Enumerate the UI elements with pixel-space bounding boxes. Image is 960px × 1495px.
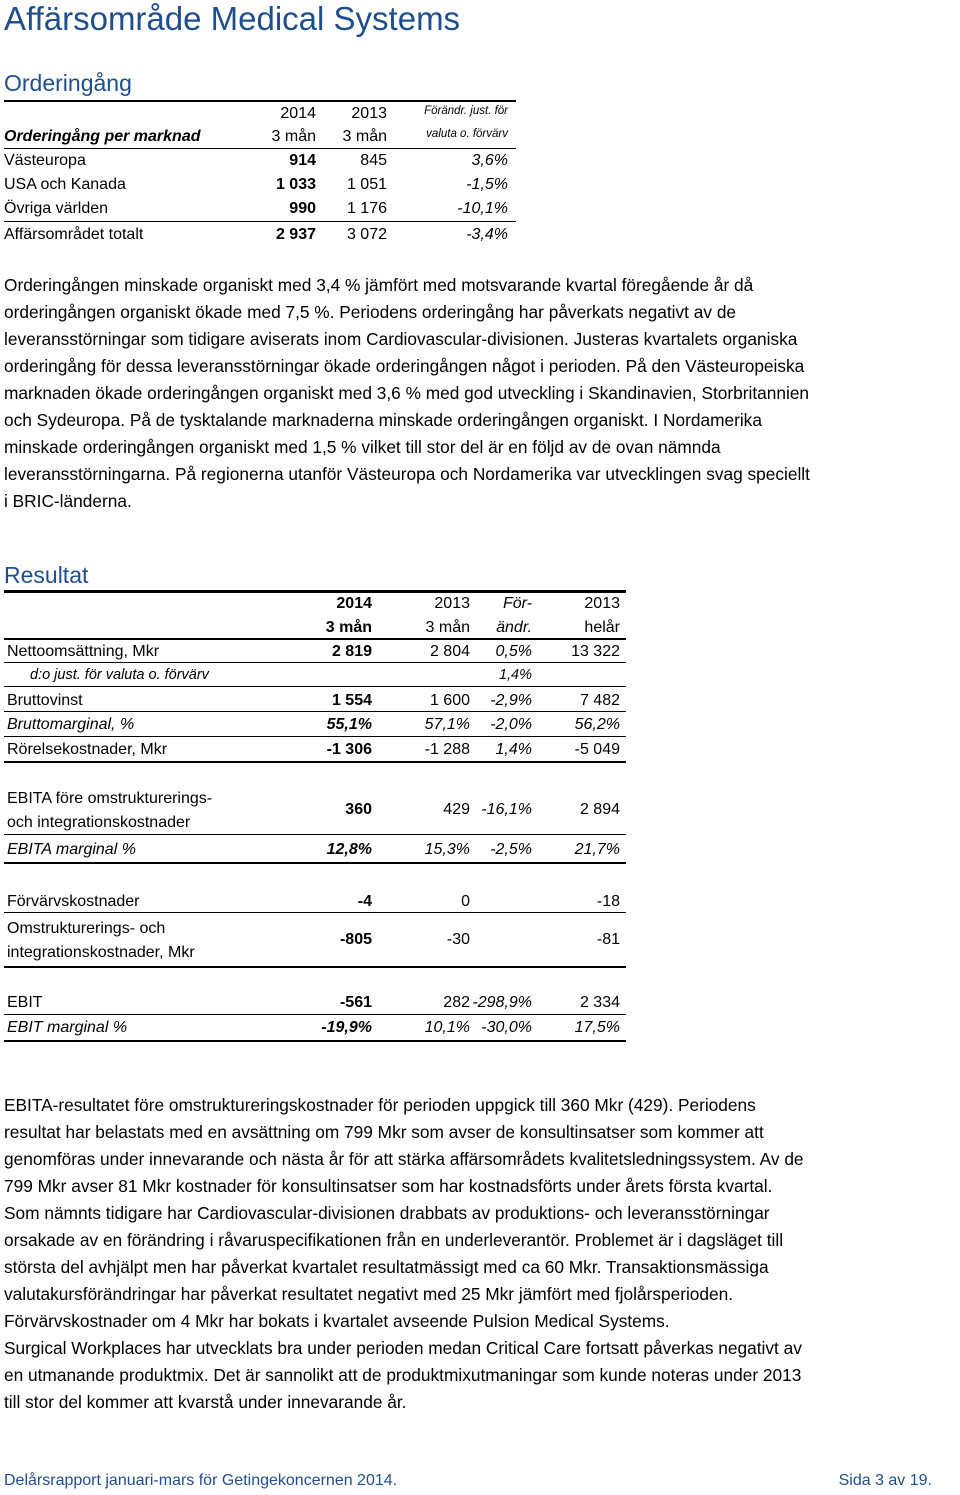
row-label-line-1: EBITA före omstrukturerings-: [7, 790, 213, 807]
footer-page-number: Sida 3 av 19.: [838, 1472, 932, 1489]
row-change: -2,5%: [490, 841, 532, 858]
results-paragraph: [4, 1092, 804, 1416]
header-change: För-: [502, 595, 532, 612]
row-2013: -30: [446, 931, 470, 948]
header-full-year: helår: [584, 619, 620, 636]
header-3man-2014: 3 mån: [325, 619, 372, 636]
text-line: genomföras under innevarande och nästa år för att stärka affärsområdets kvalitetsledningssystem. Av de: [4, 1149, 804, 1169]
row-full-year: 2 334: [579, 994, 620, 1011]
orders-heading: Orderingång: [4, 70, 132, 96]
text-line: största del avhjälpt men har påverkat kvartalet resultatmässigt med ca 60 Mkr. Transaktionsmässiga: [4, 1257, 769, 1277]
row-2014: 914: [289, 152, 316, 169]
row-label: Bruttovinst: [7, 692, 83, 709]
orders-paragraph: [4, 272, 810, 515]
text-line: orsakade av en förändring i råvaruspecifikationen från en underleverantör. Problemet är i dagsläget till: [4, 1230, 784, 1250]
results-heading: Resultat: [4, 562, 89, 588]
row-label-line-2: integrationskostnader, Mkr: [7, 944, 195, 961]
row-2014: -4: [357, 893, 372, 910]
row-full-year: -81: [596, 931, 620, 948]
row-label: Rörelsekostnader, Mkr: [7, 741, 168, 758]
text-line: till stor del kommer att kvarstå under innevarande år.: [4, 1392, 407, 1412]
row-label: Bruttomarginal, %: [7, 716, 135, 733]
text-line: Orderingången minskade organiskt med 3,4 % jämfört med motsvarande kvartal föregående år då: [4, 275, 754, 295]
text-line: minskade orderingången organiskt med 1,5 % vilket till stor del är en följd av de ovan nämnda: [4, 437, 721, 457]
row-full-year: 21,7%: [574, 841, 620, 858]
header-3man-2014: 3 mån: [271, 128, 316, 145]
header-market: Orderingång per marknad: [4, 128, 201, 145]
text-line: 799 Mkr avser 81 Mkr kostnader för konsultinsatser som har kostnadsförts under årets första kvartal.: [4, 1176, 773, 1196]
text-line: valutakursförändringar har påverkat resultatet negativt med 25 Mkr jämfört med fjolårsperioden.: [4, 1284, 734, 1304]
row-2013: 429: [443, 801, 470, 818]
table-row: [4, 176, 516, 200]
row-label: USA och Kanada: [4, 176, 126, 193]
row-full-year: 13 322: [571, 643, 620, 660]
text-line: och Sydeuropa. På de tysktalande marknaderna minskade orderingången organiskt. I Nordamerika: [4, 410, 762, 430]
row-2014: 2 937: [275, 226, 316, 243]
row-full-year: -5 049: [574, 741, 620, 758]
row-full-year: 7 482: [579, 692, 620, 709]
page-title: Affärsområde Medical Systems: [4, 0, 461, 37]
row-2014: 55,1%: [326, 716, 372, 733]
row-label: d:o just. för valuta o. förvärv: [30, 667, 209, 683]
row-label: EBIT: [7, 994, 43, 1011]
text-line: Surgical Workplaces har utvecklats bra under perioden medan Critical Care fortsatt påverkas negativt av: [4, 1338, 802, 1358]
row-2014: -1 306: [326, 741, 372, 758]
row-rule: [4, 711, 626, 712]
row-2013: -1 288: [424, 741, 470, 758]
row-full-year: 2 894: [579, 801, 620, 818]
row-2014: 12,8%: [326, 841, 372, 858]
row-rule: [4, 761, 626, 763]
header-2013: 2013: [434, 595, 470, 612]
row-change: -10,1%: [457, 200, 508, 217]
row-2014: 1 033: [275, 176, 316, 193]
header-rule: [4, 638, 626, 640]
row-rule: [4, 736, 626, 737]
text-line: Som nämnts tidigare har Cardiovascular-divisionen drabbats av produktions- och leveransstörningar: [4, 1203, 770, 1223]
row-2014: 1 554: [331, 692, 372, 709]
row-2014: 990: [289, 200, 316, 217]
row-rule: [4, 912, 626, 913]
text-line: EBITA-resultatet före omstruktureringskostnader för perioden uppgick till 360 Mkr (429). Periodens: [4, 1095, 756, 1115]
row-2013: 3 072: [346, 226, 387, 243]
header-3man-2013: 3 mån: [342, 128, 387, 145]
header-change-2: valuta o. förvärv: [426, 128, 508, 140]
row-change: -2,0%: [490, 716, 532, 733]
row-2013: 1 600: [429, 692, 470, 709]
row-label: Nettoomsättning, Mkr: [7, 643, 160, 660]
row-change: -2,9%: [490, 692, 532, 709]
table-bottom-rule: [4, 1040, 626, 1042]
header-change-2: ändr.: [496, 619, 532, 636]
footer-left: Delårsrapport januari-mars för Getingekoncernen 2014.: [4, 1472, 398, 1489]
row-2014: -561: [339, 994, 372, 1011]
row-2013: 845: [360, 152, 387, 169]
row-full-year: 56,2%: [574, 716, 620, 733]
row-rule: [4, 686, 626, 687]
row-full-year: -18: [596, 893, 620, 910]
row-label: Västeuropa: [4, 152, 86, 169]
text-line: en utmanande produktmix. Det är sannolikt att de produktmixutmaningar som kunde noteras under 2013: [4, 1365, 802, 1385]
row-2013: 282: [443, 994, 470, 1011]
row-2014: 360: [345, 801, 372, 818]
row-rule: [4, 834, 626, 835]
header-2013-full: 2013: [584, 595, 620, 612]
row-label: Förvärvskostnader: [7, 893, 140, 910]
header-2014: 2014: [280, 105, 316, 122]
row-change: -298,9%: [472, 994, 532, 1011]
row-label-line-2: och integrationskostnader: [7, 814, 191, 831]
row-2013: 2 804: [429, 643, 470, 660]
table-row: [4, 152, 516, 176]
table-row: [4, 226, 516, 250]
row-2014: -19,9%: [321, 1019, 372, 1036]
text-line: leveransstörningar som tidigare aviserats inom Cardiovascular-divisionen. Justeras kvartalets organiska: [4, 329, 798, 349]
row-change: -3,4%: [466, 226, 508, 243]
row-full-year: 17,5%: [574, 1019, 620, 1036]
text-line: leveransstörningarna. På regionerna utanför Västeuropa och Nordamerika var utvecklingen svag speciellt: [4, 464, 810, 484]
row-change: -30,0%: [481, 1019, 532, 1036]
header-2013: 2013: [351, 105, 387, 122]
text-line: orderingång för dessa leveransstörningar ökade orderingången något i perioden. På den Västeuropeiska: [4, 356, 805, 376]
row-change: 1,4%: [498, 667, 532, 683]
row-rule: [4, 966, 626, 968]
orders-header-row-1: [4, 105, 516, 129]
row-change: 0,5%: [495, 643, 532, 660]
header-2014: 2014: [336, 595, 372, 612]
row-2013: 0: [461, 893, 470, 910]
table-top-rule: [4, 590, 626, 593]
row-label: Affärsområdet totalt: [4, 226, 144, 243]
row-2014: 2 819: [331, 643, 372, 660]
text-line: resultat har belastats med en avsättning om 799 Mkr som avser de konsultinsatser som kommer att: [4, 1122, 764, 1142]
text-line: Förvärvskostnader om 4 Mkr har bokats i kvartalet avseende Pulsion Medical Systems.: [4, 1311, 670, 1331]
row-change: -1,5%: [466, 176, 508, 193]
header-rule: [4, 148, 516, 149]
text-line: i BRIC-länderna.: [4, 491, 132, 511]
row-rule: [4, 1014, 626, 1015]
text-line: marknaden ökade orderingången organiskt med 3,6 % med god utveckling i Skandinavien, Storbritannien: [4, 383, 810, 403]
row-2013: 1 051: [346, 176, 387, 193]
header-change: Förändr. just. för: [424, 105, 508, 117]
row-2014: -805: [339, 931, 372, 948]
row-change: -16,1%: [481, 801, 532, 818]
row-label: Övriga världen: [4, 200, 109, 217]
total-rule: [4, 221, 516, 222]
row-rule: [4, 862, 626, 864]
table-top-rule: [4, 100, 516, 102]
row-2013: 1 176: [346, 200, 387, 217]
row-label: EBITA marginal %: [7, 841, 136, 858]
row-2013: 15,3%: [424, 841, 470, 858]
row-label-line-1: Omstrukturerings- och: [7, 920, 166, 937]
text-line: orderingången organiskt ökade med 7,5 %. Periodens orderingång har påverkats negativt av de: [4, 302, 737, 322]
row-change: 3,6%: [471, 152, 508, 169]
row-rule: [4, 662, 626, 663]
header-3man-2013: 3 mån: [425, 619, 470, 636]
row-change: 1,4%: [495, 741, 532, 758]
row-2013: 57,1%: [424, 716, 470, 733]
row-label: EBIT marginal %: [7, 1019, 128, 1036]
row-2013: 10,1%: [424, 1019, 470, 1036]
